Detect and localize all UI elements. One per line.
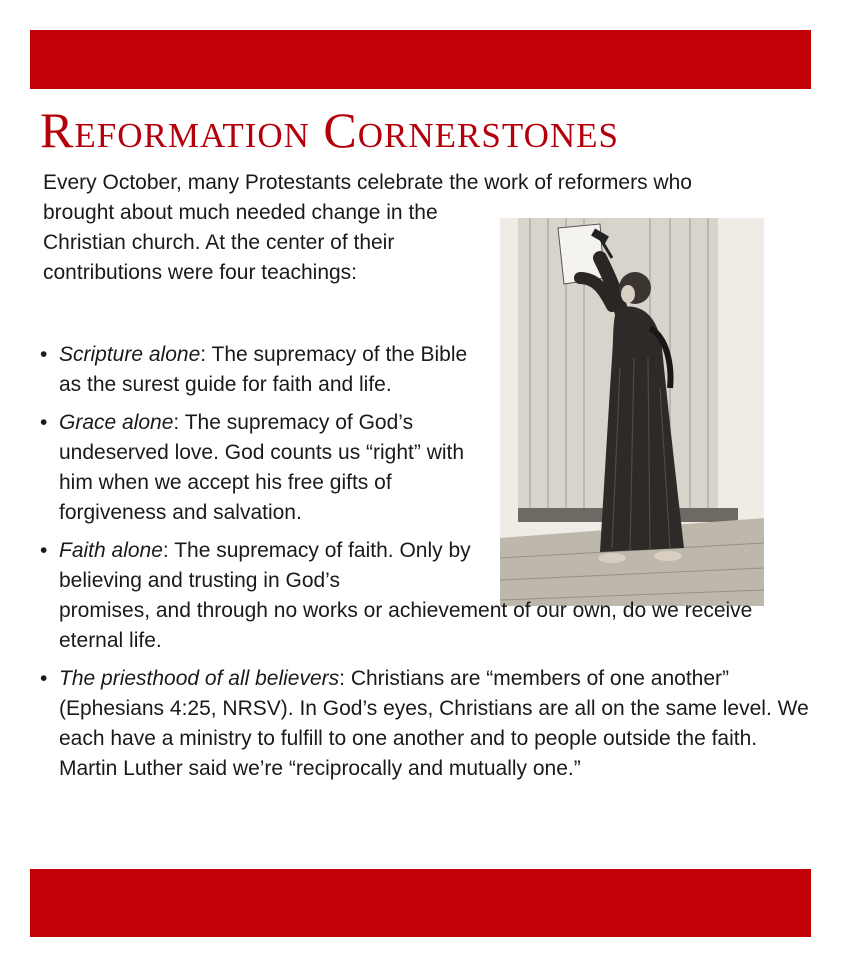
teaching-text: : The supremacy of God’s undeserved love. God counts us “right” with him when we accept his free gifts of forgiveness and salvation.	[59, 411, 465, 524]
teaching-term: The priesthood of all believers	[59, 667, 340, 690]
list-item	[40, 408, 479, 528]
intro-line-1: Every October, many Protestants celebrate the work of reformers who	[43, 171, 692, 194]
teaching-text-rest: promises, and through no works or achievement of our own, do we receive eternal life.	[59, 599, 753, 652]
teaching-term: Grace alone	[59, 411, 174, 434]
top-banner	[30, 30, 811, 89]
teaching-term: Faith alone	[59, 539, 163, 562]
list-item	[40, 664, 810, 784]
teaching-text: : Christians are “members of one another” (Ephesians 4:25, NRSV). In God’s eyes, Christians are all on the same level. We each have a ministry to fulfill to one another and to people outside the faith. Martin Luther said we’re “reciprocally and mutually one.”	[59, 667, 809, 780]
bottom-banner	[30, 869, 811, 937]
list-item	[40, 536, 810, 656]
teaching-text: : The supremacy of the Bible as the surest guide for faith and life.	[59, 343, 468, 396]
intro-line-rest: brought about much needed change in the Christian church. At the center of their contributions were four teachings:	[43, 201, 438, 284]
teaching-text: : The supremacy of faith. Only by believing and trusting in God’s	[59, 539, 471, 592]
teachings-list	[40, 340, 810, 792]
page-title: Reformation Cornerstones	[40, 102, 619, 158]
teaching-term: Scripture alone	[59, 343, 201, 366]
list-item	[40, 340, 479, 400]
